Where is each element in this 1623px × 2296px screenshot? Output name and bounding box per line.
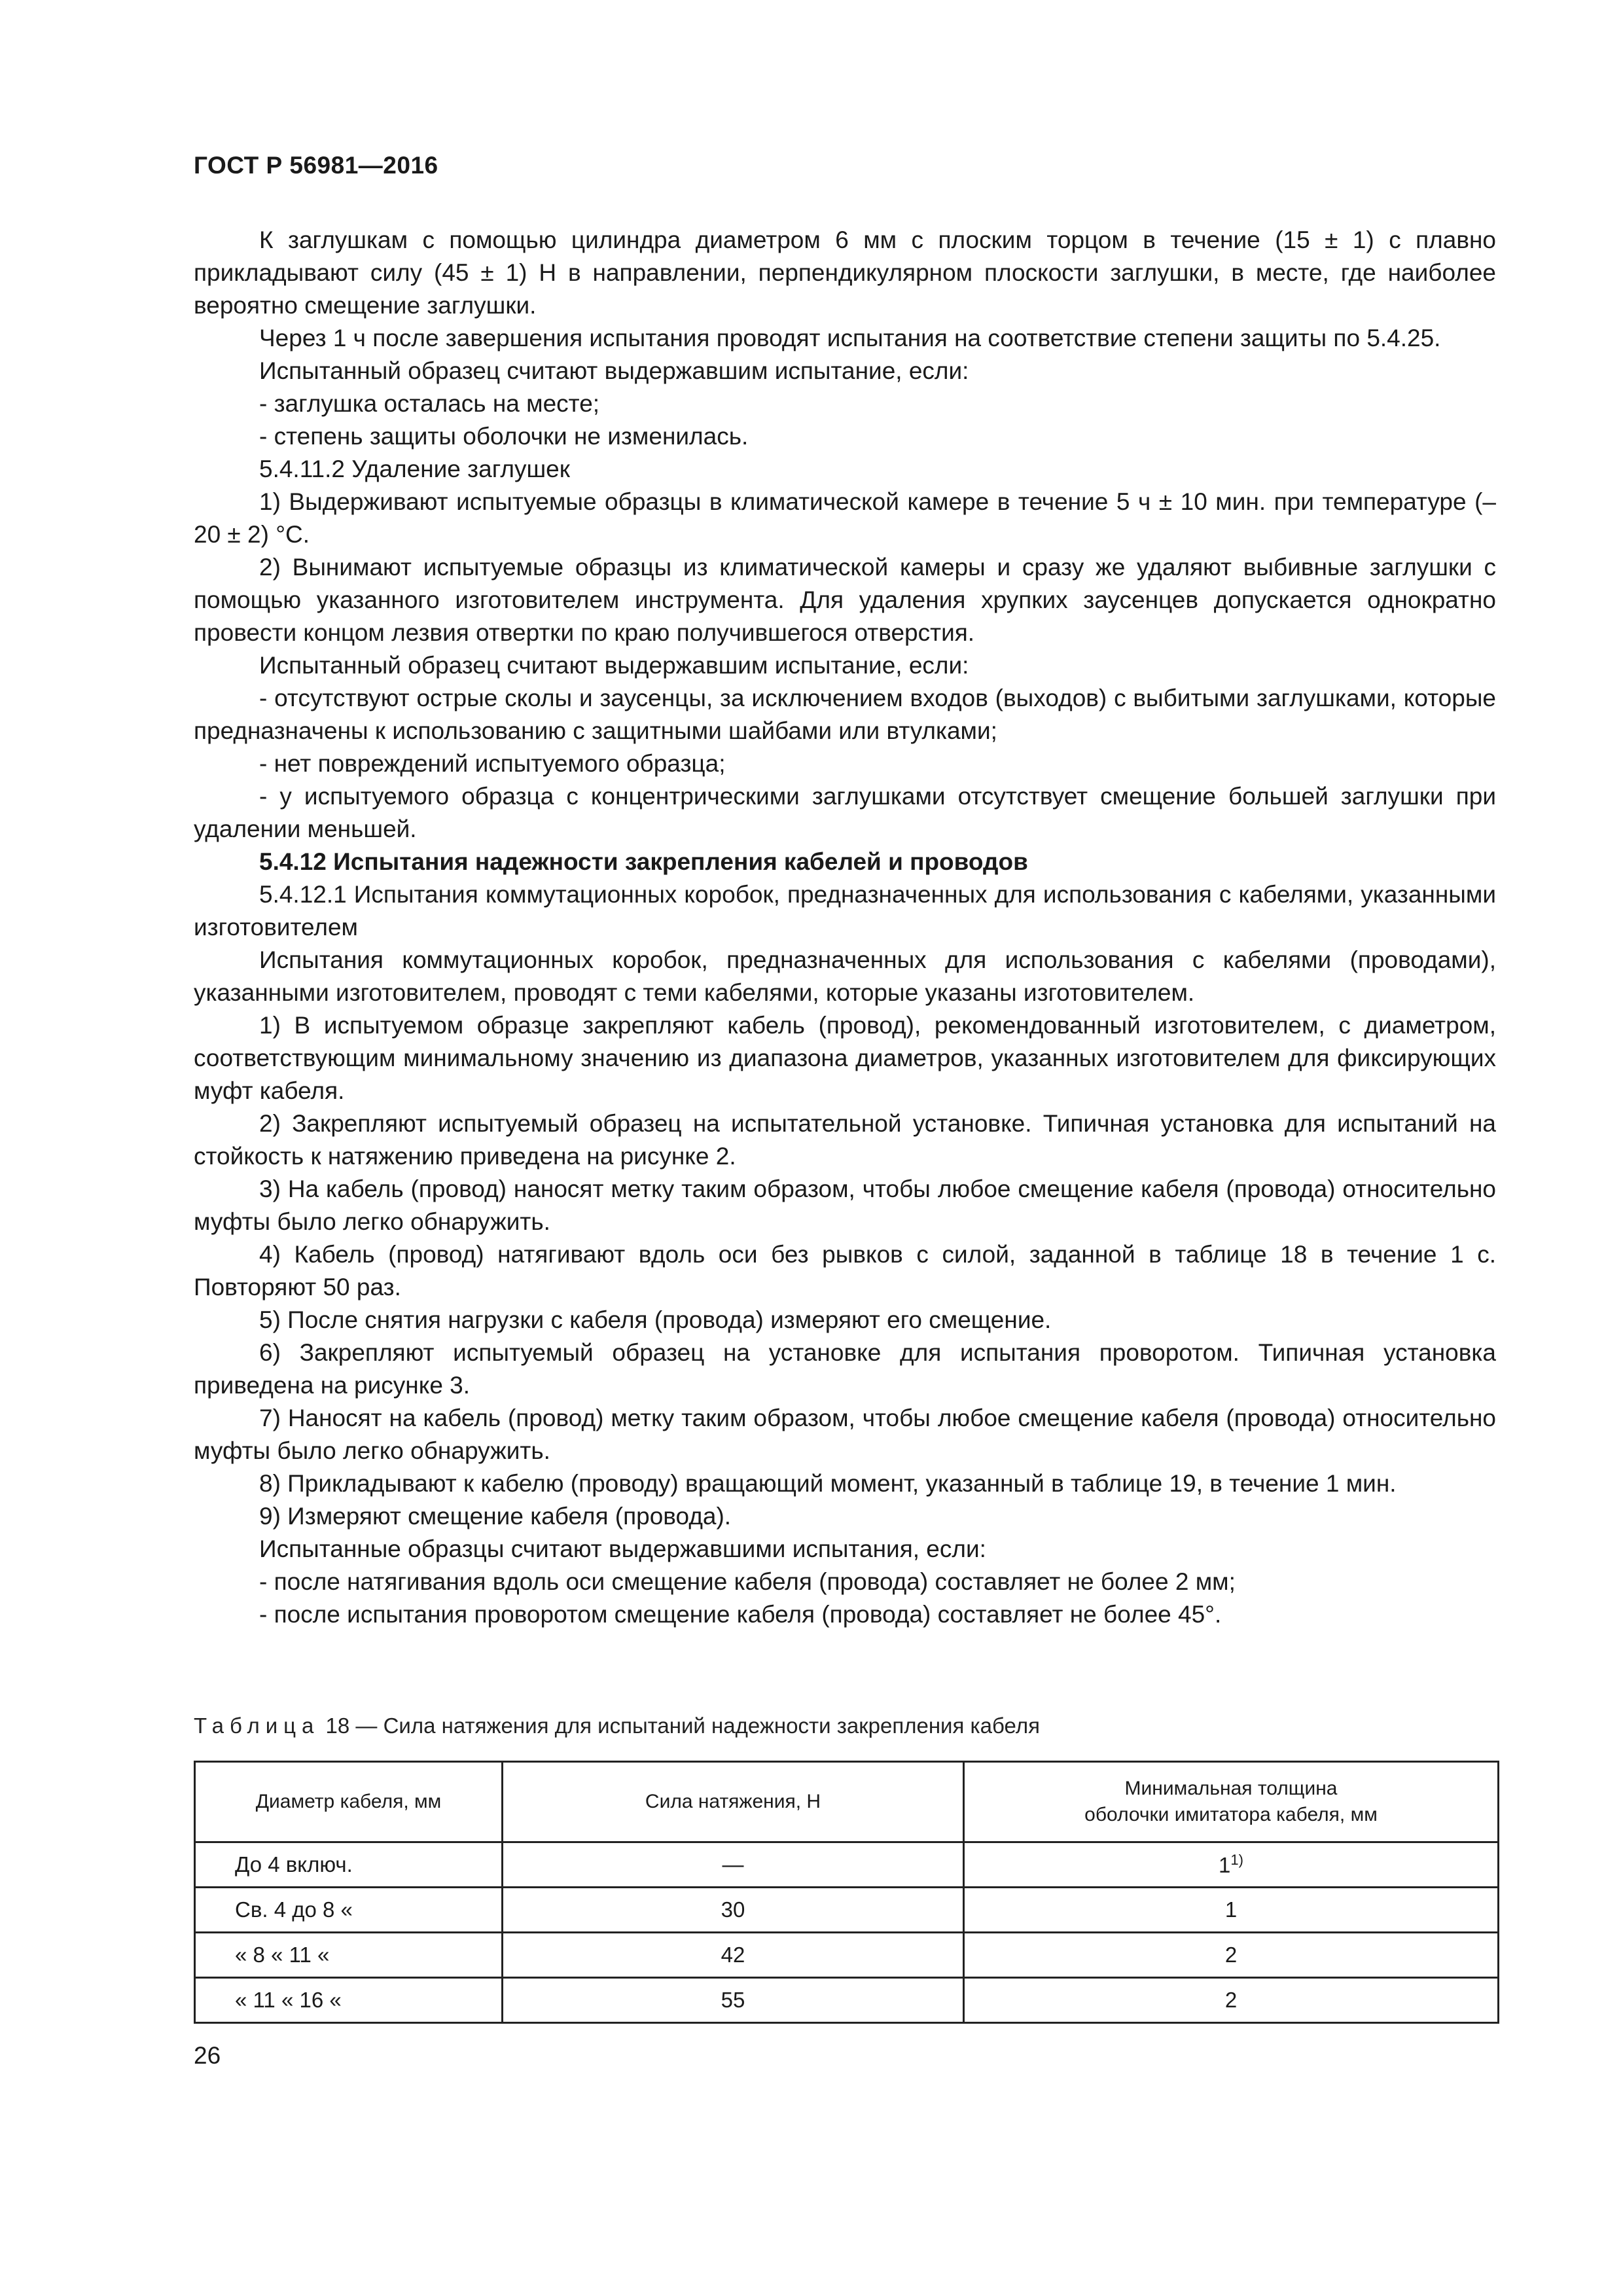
paragraph: К заглушкам с помощью цилиндра диаметром 6 мм с плоским торцом в течение (15 ± 1) с плавно прикладывают силу (45 ± 1) Н в направлении, перпендикулярном плоскости заглушки, в месте, где наиболее вероятно смещение заглушки. (194, 226, 1496, 319)
column-header-text: Минимальная толщина оболочки имитатора кабеля, мм (1084, 1778, 1378, 1825)
paragraph: Испытанный образец считают выдержавшим испытание, если: (259, 357, 969, 384)
column-header: Диаметр кабеля, мм (195, 1762, 503, 1842)
table-cell: 30 (503, 1888, 964, 1933)
column-header: Сила натяжения, Н (503, 1762, 964, 1842)
subsection-title: 5.4.12.1 Испытания коммутационных коробок, предназначенных для использования с кабелями, указанными изготовителем (194, 881, 1496, 941)
footnote-marker: 1) (1230, 1852, 1243, 1868)
table-cell: 55 (503, 1978, 964, 2023)
paragraph: 2) Вынимают испытуемые образцы из климатической камеры и сразу же удаляют выбивные заглушки с помощью указанного изготовителем инструмента. Для удаления хрупких заусенцев допускается однократно провести концом лезвия отвертки по краю получившегося отверстия. (194, 554, 1496, 646)
paragraph: 1) Выдерживают испытуемые образцы в климатической камере в течение 5 ч ± 10 мин. при температуре (– 20 ± 2) °С. (194, 488, 1496, 548)
document-header: ГОСТ Р 56981—2016 (194, 152, 438, 179)
paragraph: 7) Наносят на кабель (провод) метку таким образом, чтобы любое смещение кабеля (провода) относительно муфты было легко обнаружить. (194, 1405, 1496, 1464)
list-item: - степень защиты оболочки не изменилась. (259, 423, 749, 450)
table-cell: 2 (964, 1933, 1499, 1978)
paragraph: 3) На кабель (провод) наносят метку таким образом, чтобы любое смещение кабеля (провода) относительно муфты было легко обнаружить. (194, 1175, 1496, 1235)
paragraph: 4) Кабель (провод) натягивают вдоль оси без рывков с силой, заданной в таблице 18 в течение 1 с. Повторяют 50 раз. (194, 1241, 1496, 1300)
cell-value: 1 (1219, 1853, 1231, 1877)
table-cell: « 11 « 16 « (195, 1978, 503, 2023)
table-caption-word: Таблица (194, 1713, 320, 1738)
table-row (195, 1933, 1499, 1978)
section-title: 5.4.12 Испытания надежности закрепления кабелей и проводов (259, 848, 1028, 875)
paragraph: 6) Закрепляют испытуемый образец на установке для испытания проворотом. Типичная установка приведена на рисунке 3. (194, 1339, 1496, 1399)
paragraph: 9) Измеряют смещение кабеля (провода). (259, 1503, 732, 1530)
table-cell: 1 (964, 1888, 1499, 1933)
paragraph: 5) После снятия нагрузки с кабеля (провода) измеряют его смещение. (259, 1306, 1052, 1333)
list-item: - отсутствуют острые сколы и заусенцы, за исключением входов (выходов) с выбитыми заглушками, которые предназначены к использованию с защитными шайбами или втулками; (194, 685, 1496, 744)
table-18 (194, 1761, 1499, 2024)
paragraph: Испытанный образец считают выдержавшим испытание, если: (259, 652, 969, 679)
table-cell: Св. 4 до 8 « (195, 1888, 503, 1933)
column-header (964, 1762, 1499, 1842)
paragraph: 2) Закрепляют испытуемый образец на испытательной установке. Типичная установка для испытаний на стойкость к натяжению приведена на рисунке 2. (194, 1110, 1496, 1170)
table-caption (194, 1713, 1040, 1738)
table-caption-text: 18 — Сила натяжения для испытаний надежности закрепления кабеля (319, 1713, 1040, 1738)
paragraph: Через 1 ч после завершения испытания проводят испытания на соответствие степени защиты по 5.4.25. (259, 325, 1441, 351)
list-item: - после испытания проворотом смещение кабеля (провода) составляет не более 45°. (259, 1601, 1222, 1628)
table-cell: « 8 « 11 « (195, 1933, 503, 1978)
list-item: - у испытуемого образца с концентрическими заглушками отсутствует смещение большей заглушки при удалении меньшей. (194, 783, 1496, 842)
body-text (194, 224, 1496, 1631)
table-cell: — (503, 1842, 964, 1888)
table-header-row (195, 1762, 1499, 1842)
paragraph: Испытания коммутационных коробок, предназначенных для использования с кабелями (проводами), указанными изготовителем, проводят с теми кабелями, которые указаны изготовителем. (194, 946, 1496, 1006)
list-item: - заглушка осталась на месте; (259, 390, 600, 417)
paragraph: 8) Прикладывают к кабелю (проводу) вращающий момент, указанный в таблице 19, в течение 1 мин. (259, 1470, 1397, 1497)
table-cell (964, 1842, 1499, 1888)
paragraph: 1) В испытуемом образце закрепляют кабель (провод), рекомендованный изготовителем, с диаметром, соответствующим минимальному значению из диапазона диаметров, указанных изготовителем для фиксирующих муфт кабеля. (194, 1012, 1496, 1104)
subsection-title: 5.4.11.2 Удаление заглушек (259, 456, 570, 482)
table-row (195, 1842, 1499, 1888)
paragraph: Испытанные образцы считают выдержавшими испытания, если: (259, 1535, 986, 1562)
table-cell: До 4 включ. (195, 1842, 503, 1888)
table-row (195, 1978, 1499, 2023)
table-cell: 42 (503, 1933, 964, 1978)
table-cell: 2 (964, 1978, 1499, 2023)
list-item: - после натягивания вдоль оси смещение кабеля (провода) составляет не более 2 мм; (259, 1568, 1236, 1595)
page-number: 26 (194, 2042, 221, 2069)
table-row (195, 1888, 1499, 1933)
list-item: - нет повреждений испытуемого образца; (259, 750, 726, 777)
